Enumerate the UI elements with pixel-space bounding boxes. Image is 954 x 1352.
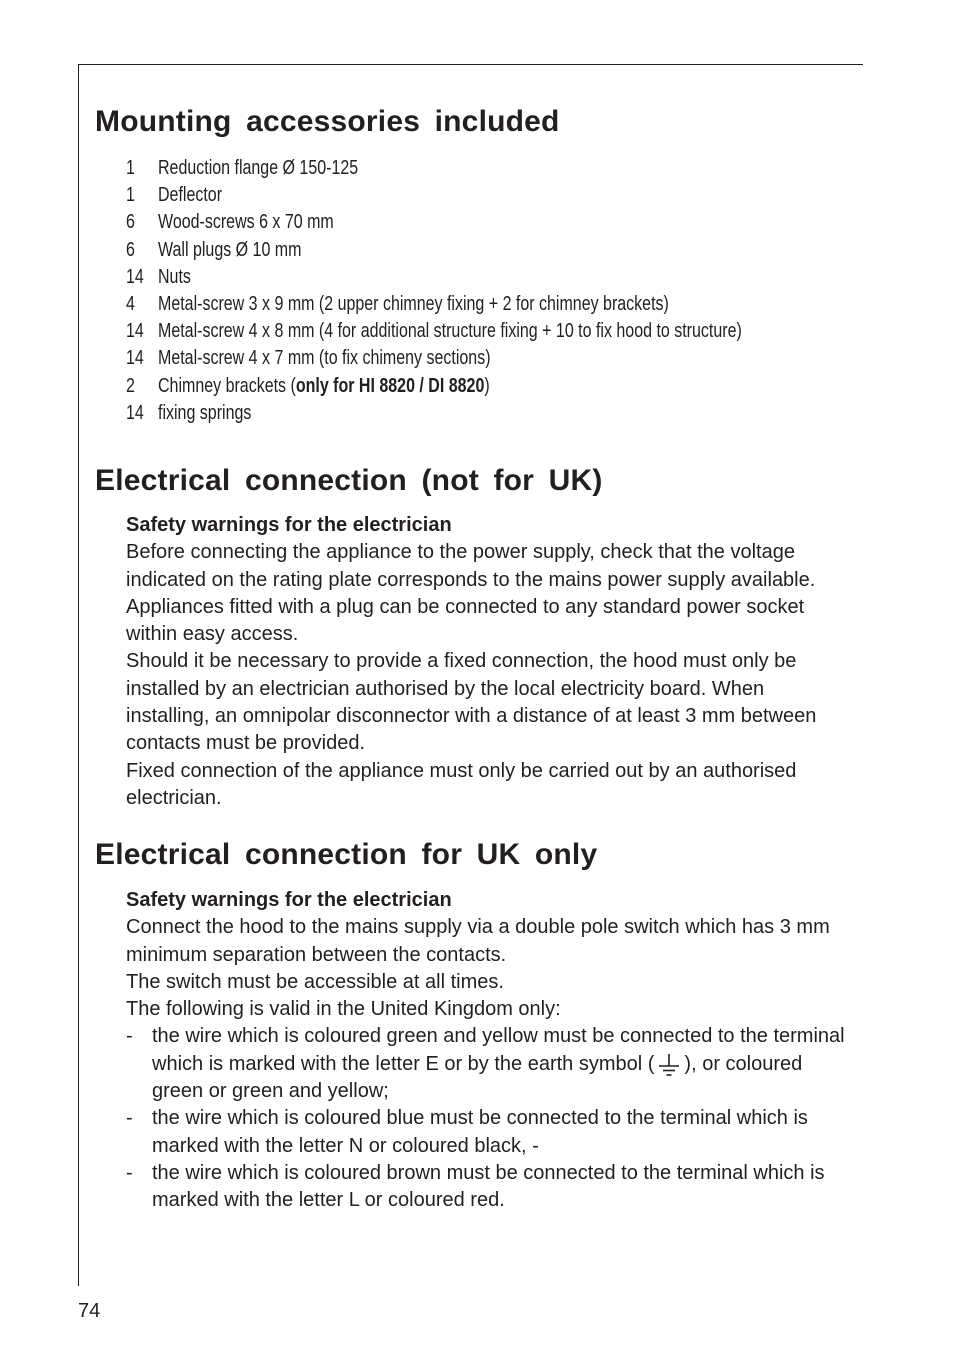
item-quantity: 1 bbox=[126, 157, 135, 179]
item-description: fixing springs bbox=[158, 401, 252, 424]
item-description: Metal-screw 4 x 8 mm (4 for additional structure fixing + 10 to fix hood to structure) bbox=[158, 320, 742, 343]
item-quantity: 6 bbox=[126, 211, 135, 234]
wire-instruction-live bbox=[126, 1160, 846, 1215]
list-item bbox=[126, 155, 359, 182]
item-description-close: ) bbox=[484, 374, 490, 397]
wire-instruction-earth bbox=[126, 1023, 846, 1105]
wire-instruction-neutral bbox=[126, 1105, 846, 1160]
item-quantity: 1 bbox=[126, 184, 135, 207]
item-description: Reduction flange Ø 150-125 bbox=[158, 157, 359, 179]
paragraph: Fixed connection of the appliance must only be carried out by an authorised electrician. bbox=[126, 759, 797, 809]
list-item bbox=[126, 237, 302, 264]
section-electrical-uk-only bbox=[126, 887, 846, 1215]
list-item bbox=[126, 318, 742, 345]
heading-electrical-uk-only: Electrical connection for UK only bbox=[95, 838, 598, 871]
item-description bbox=[158, 373, 490, 400]
item-quantity: 14 bbox=[126, 265, 144, 288]
item-quantity: 14 bbox=[126, 401, 144, 424]
paragraph: Connect the hood to the mains supply via a double pole switch which has 3 mm minimum separation between the contacts. bbox=[126, 916, 830, 966]
page-frame-left-rule bbox=[78, 64, 79, 1286]
earth-symbol-icon bbox=[656, 1052, 682, 1078]
accessories-list bbox=[126, 155, 742, 427]
item-quantity: 2 bbox=[126, 374, 135, 397]
list-item bbox=[126, 182, 223, 209]
list-item bbox=[126, 373, 490, 400]
paragraph: Before connecting the appliance to the power supply, check that the voltage indicated on the rating plate corresponds to the mains power supply available. Appliances fitted with a plug can be connected to any standard power socket within easy access. bbox=[126, 541, 816, 646]
item-description: Metal-screw 3 x 9 mm (2 upper chimney fixing + 2 for chimney brackets) bbox=[158, 292, 669, 315]
bullet-text: the wire which is coloured blue must be connected to the terminal which is marked with the letter N or coloured black, - bbox=[152, 1107, 808, 1157]
page-number: 74 bbox=[78, 1300, 101, 1322]
heading-electrical-not-uk: Electrical connection (not for UK) bbox=[95, 464, 603, 497]
section-electrical-not-uk bbox=[126, 512, 846, 812]
item-description: Wood-screws 6 x 70 mm bbox=[158, 211, 334, 234]
paragraph: Should it be necessary to provide a fixed connection, the hood must only be installed by an electrician authorised by the local electricity board. When installing, an omnipolar disconnector with a distance of at least 3 mm between contacts must be provided. bbox=[126, 650, 817, 755]
model-restriction-note: only for HI 8820 / DI 8820 bbox=[295, 374, 485, 397]
bullet-dash: - bbox=[126, 1107, 133, 1130]
item-description: Nuts bbox=[158, 265, 191, 288]
item-description: Metal-screw 4 x 7 mm (to fix chimeny sections) bbox=[158, 347, 491, 370]
bullet-dash: - bbox=[126, 1161, 133, 1184]
item-description: Deflector bbox=[158, 184, 223, 207]
heading-mounting-accessories: Mounting accessories included bbox=[95, 105, 560, 138]
list-item bbox=[126, 209, 334, 236]
bullet-text-end: ), or coloured green or green and yellow; bbox=[152, 1052, 803, 1103]
list-item bbox=[126, 345, 491, 372]
bullet-text: the wire which is coloured brown must be connected to the terminal which is marked with the letter L or coloured red. bbox=[152, 1161, 825, 1212]
page-frame-top-rule bbox=[78, 64, 863, 65]
list-item bbox=[126, 291, 669, 318]
section-subtitle: Safety warnings for the electrician bbox=[126, 514, 452, 536]
item-quantity: 4 bbox=[126, 292, 135, 315]
item-quantity: 14 bbox=[126, 320, 144, 343]
bullet-text: the wire which is coloured green and yellow must be connected to the terminal which is marked with the letter E or by the earth symbol ( bbox=[152, 1025, 845, 1075]
bullet-dash: - bbox=[126, 1025, 133, 1048]
paragraph: The switch must be accessible at all times. bbox=[126, 970, 504, 993]
item-quantity: 14 bbox=[126, 347, 144, 370]
section-subtitle: Safety warnings for the electrician bbox=[126, 889, 452, 911]
list-item bbox=[126, 400, 252, 427]
item-description: Wall plugs Ø 10 mm bbox=[158, 238, 302, 261]
paragraph: The following is valid in the United Kingdom only: bbox=[126, 998, 561, 1021]
list-item bbox=[126, 264, 191, 291]
item-description-text: Chimney brackets ( bbox=[158, 374, 296, 397]
item-quantity: 6 bbox=[126, 238, 135, 261]
